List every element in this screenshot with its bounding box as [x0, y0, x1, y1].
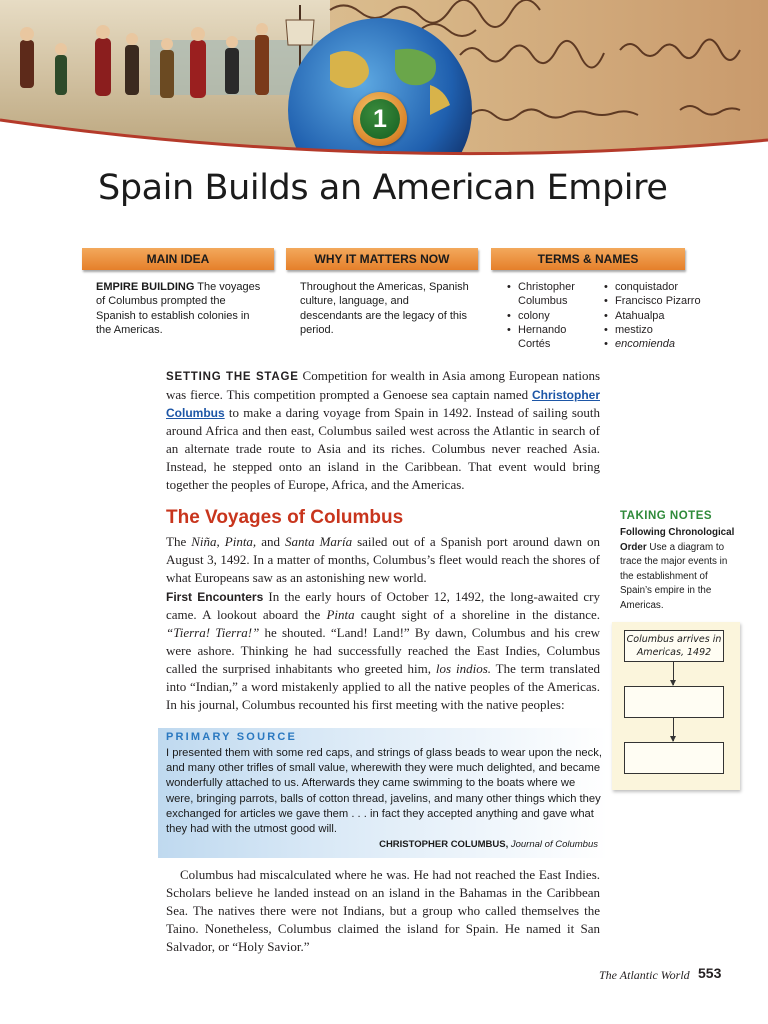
main-idea-text — [96, 280, 266, 337]
taking-notes-skill: Following Chronological Order — [620, 527, 735, 553]
p1-and: and — [261, 534, 280, 549]
term-item: • Christopher Columbus — [505, 280, 595, 309]
terms-list-a — [505, 280, 595, 351]
term-item: • Hernando Cortés — [505, 323, 595, 352]
section-heading: The Voyages of Columbus — [166, 507, 404, 528]
term-item: • Francisco Pizarro — [602, 294, 702, 308]
p1-the: The — [166, 534, 187, 549]
terms-list-b — [602, 280, 702, 351]
lesson-number: 1 — [360, 99, 400, 139]
primary-source-work: Journal of Columbus — [510, 839, 598, 850]
primary-source-attribution — [379, 839, 598, 850]
taking-notes-text — [620, 526, 736, 613]
terms-names-tab: TERMS & NAMES — [491, 248, 685, 270]
footer-book-title: The Atlantic World — [599, 968, 690, 982]
term-item: • encomienda — [602, 337, 702, 351]
setting-the-stage-lead: SETTING THE STAGE — [166, 371, 299, 383]
ship-name: Santa María — [284, 534, 353, 549]
main-idea-lead: EMPIRE BUILDING — [96, 281, 195, 293]
diagram-box-first: Columbus arrives in Americas, 1492 — [624, 630, 724, 662]
los-indios: los indios. — [435, 661, 492, 676]
main-idea-body: The voyages of Columbus prompted the Spanish to establish colonies in the Americas. — [96, 281, 261, 336]
chapter-banner — [0, 0, 768, 160]
p2-text-d: The term translated into “Indian,” a word mistakenly applied to all the native peoples of the Americas. In his journal, Columbus recounted his first meeting with the native peoples: — [166, 661, 601, 712]
taking-notes-instructions: Use a diagram to trace the major events in the establishment of Spain’s empire in the Americas. — [620, 541, 728, 611]
term-link-christopher-columbus[interactable]: Christopher Columbus — [166, 388, 600, 420]
main-idea-tab: MAIN IDEA — [82, 248, 274, 270]
primary-source-quote: I presented them with some red caps, and strings of glass beads to wear upon the neck, and many other trifles of small value, wherewith they were much delighted, and became wonderfully attached to us. Afterwards they came swimming to the boats where we were, bringing parrots, balls of cotton thread, javelins, and many other things which they exchanged for articles we gave them . . . in fact they accepted anything and gave what they had with the utmost good will. — [166, 747, 602, 836]
lesson-number-badge — [353, 92, 407, 146]
why-it-matters-tab: WHY IT MATTERS NOW — [286, 248, 478, 270]
why-it-matters-text: Throughout the Americas, Spanish culture, language, and descendants are the legacy of this period. — [300, 281, 469, 336]
page-number: 553 — [698, 965, 722, 981]
p2-text-a: In the early hours of October 12, 1492, the long-awaited cry came. A lookout aboard the — [166, 589, 600, 622]
body-paragraph-1 — [166, 533, 600, 587]
primary-source-author: CHRISTOPHER COLUMBUS, — [379, 839, 509, 850]
stage-text-2: to make a daring voyage from Spain in 1492. Instead of sailing south around Africa and then east, Columbus sailed west across the Atlantic in search of an alternate trade route to Asia and its riches. Columbus never reached Asia. Instead, he stepped onto an island in the Caribbean. That event would bring together the peoples of Europe, Africa, and the Americas. — [166, 405, 601, 492]
body-paragraph-2 — [166, 588, 600, 714]
ship-name: Pinta — [326, 607, 355, 622]
term-item: • colony — [505, 309, 595, 323]
term-item: • Atahualpa — [602, 309, 702, 323]
body-paragraph-3: Columbus had miscalculated where he was. He had not reached the East Indies. Scholars believe he landed instead on an island in the Bahamas in the Caribbean Sea. The natives there were not Indians, but a group who called themselves the Taino. Nonetheless, Columbus claimed the island for Spain. He named it San Salvador, or “Holy Savior.” — [166, 867, 600, 954]
first-encounters-subhead: First Encounters — [166, 590, 264, 604]
ship-name: Pinta, — [224, 534, 257, 549]
page-title: Spain Builds an American Empire — [98, 168, 668, 208]
setting-the-stage-paragraph — [166, 367, 600, 494]
primary-source-label: PRIMARY SOURCE — [166, 731, 298, 743]
stage-text-1: Competition for wealth in Asia among European nations was fierce. This competition prompted a Genoese sea captain named — [166, 368, 600, 402]
taking-notes-heading: TAKING NOTES — [620, 510, 713, 522]
term-item: • conquistador — [602, 280, 702, 294]
diagram-box-empty — [624, 686, 724, 718]
p2-text-c: he shouted. “Land! Land!” By dawn, Columbus and his crew were ashore. Thinking he had successfully reached the East Indies, Columbus called the surprised inhabitants who greeted him, — [166, 625, 601, 676]
arrow-down-icon — [673, 662, 674, 685]
arrow-down-icon — [673, 718, 674, 741]
p1-text: sailed out of a Spanish port around dawn on August 3, 1492. In a matter of months, Columbus’s fleet would reach the shores of what Europeans saw as an astonishing new world. — [166, 534, 600, 585]
term-item: • mestizo — [602, 323, 702, 337]
p2-text-b: caught sight of a shoreline in the distance. — [360, 607, 600, 622]
tierra-cry: “Tierra! Tierra!” — [166, 625, 260, 640]
diagram-box-empty — [624, 742, 724, 774]
ship-name: Niña, — [191, 534, 220, 549]
